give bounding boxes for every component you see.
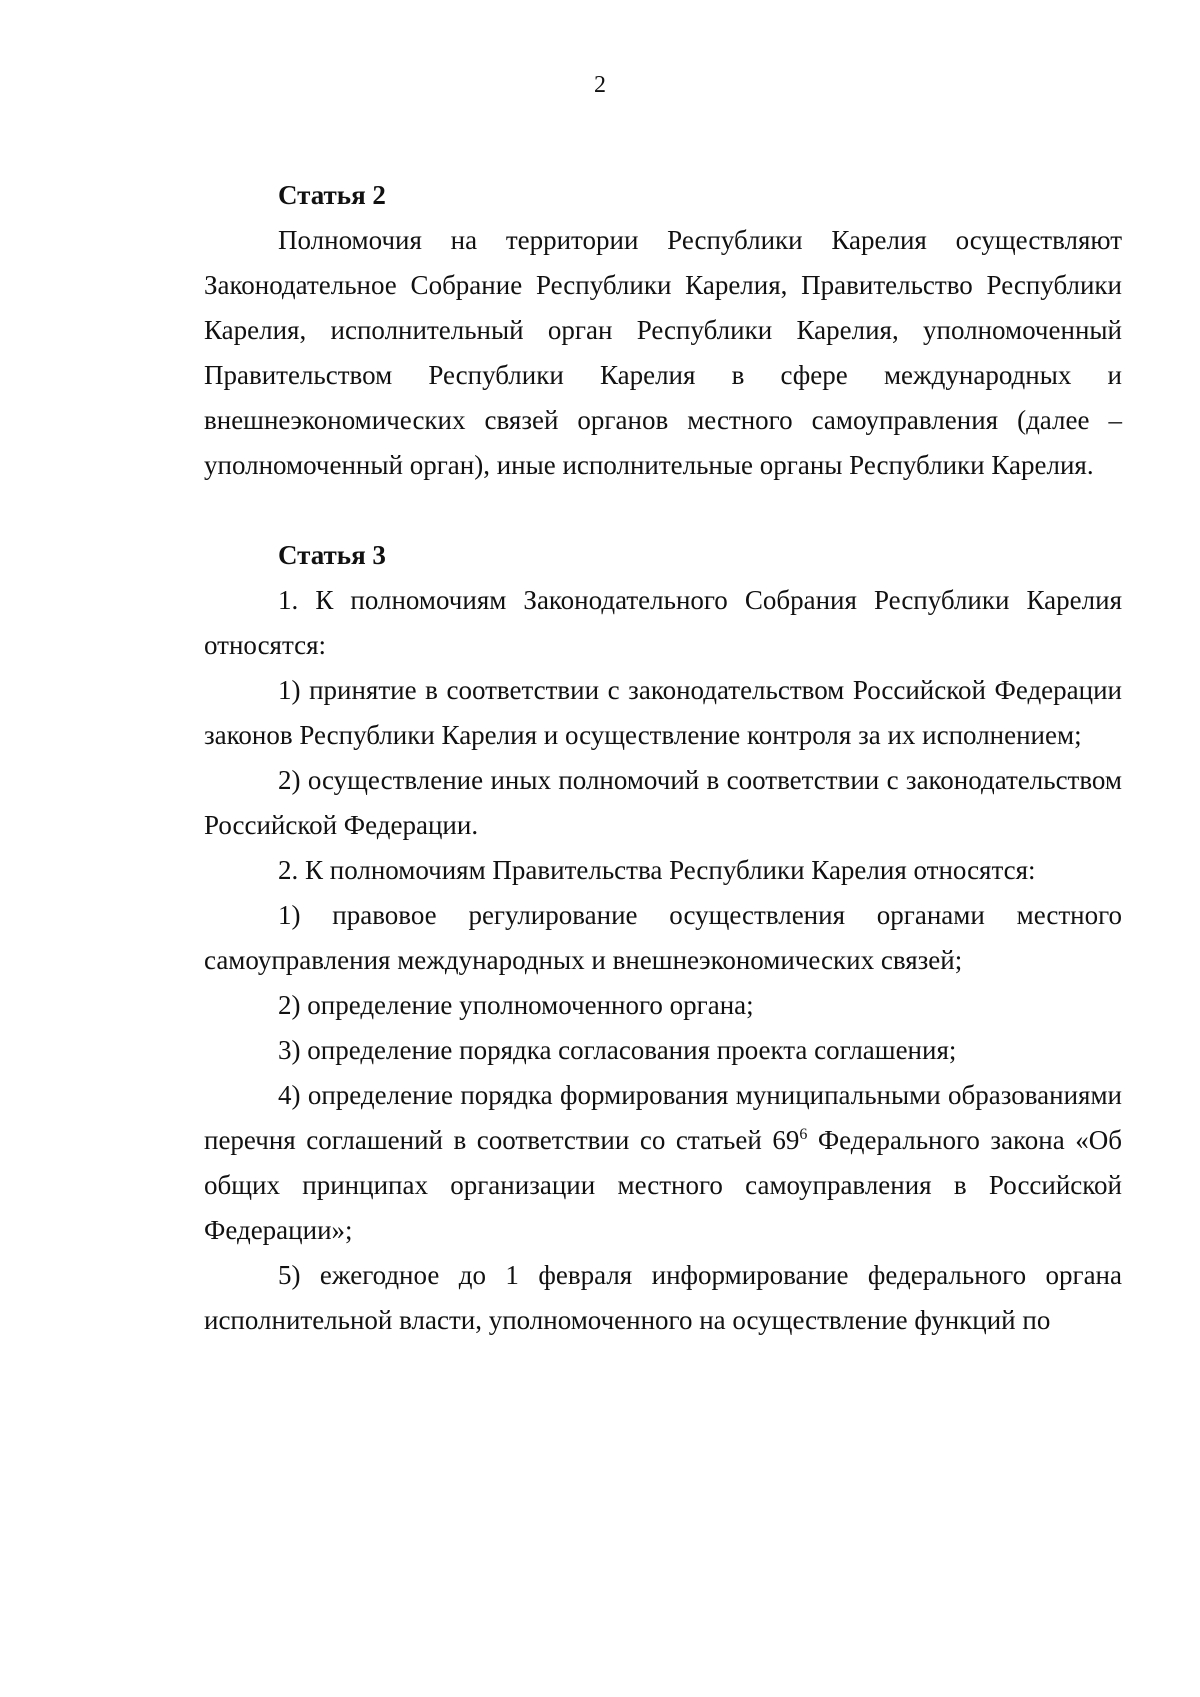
article-number-superscript: 6 bbox=[799, 1126, 808, 1143]
article-3-clause-2-item-3: 3) определение порядка согласования проекта соглашения; bbox=[278, 1035, 957, 1065]
article-3-heading: Статья 3 bbox=[278, 540, 386, 570]
item-4-text-after: Федерального закона «Об общих принципах организации местного самоуправления в Российской Федерации»; bbox=[204, 1125, 1122, 1245]
article-3-clause-1-item-1: 1) принятие в соответствии с законодательством Российской Федерации законов Республики Карелия и осуществление контроля за их исполнением; bbox=[204, 675, 1122, 750]
article-3-clause-2-item-5: 5) ежегодное до 1 февраля информирование федерального органа исполнительной власти, уполномоченного на осуществление функций по bbox=[204, 1260, 1122, 1335]
article-2-heading: Статья 2 bbox=[278, 180, 386, 210]
item-4-text-before: 4) определение порядка формирования муниципальными образованиями перечня соглашений в соответствии со статьей 69 bbox=[204, 1080, 1122, 1155]
article-3-clause-2-item-4 bbox=[204, 1073, 1122, 1253]
article-3-clause-1-item-2: 2) осуществление иных полномочий в соответствии с законодательством Российской Федерации. bbox=[204, 765, 1122, 840]
article-3-clause-1: 1. К полномочиям Законодательного Собрания Республики Карелия относятся: bbox=[204, 585, 1122, 660]
article-2-paragraph: Полномочия на территории Республики Карелия осуществляют Законодательное Собрание Республики Карелия, Правительство Республики Карелия, исполнительный орган Республики Карелия, уполномоченный Правительством Республики Карелия в сфере международных и внешнеэкономических связей органов местного самоуправления (далее – уполномоченный орган), иные исполнительные органы Республики Карелия. bbox=[204, 225, 1122, 480]
article-3-clause-2-item-2: 2) определение уполномоченного органа; bbox=[278, 990, 754, 1020]
page-number: 2 bbox=[594, 72, 606, 98]
article-3-clause-2-item-1: 1) правовое регулирование осуществления органами местного самоуправления международных и внешнеэкономических связей; bbox=[204, 900, 1122, 975]
document-body bbox=[204, 173, 1122, 1343]
article-3-clause-2: 2. К полномочиям Правительства Республики Карелия относятся: bbox=[278, 855, 1036, 885]
